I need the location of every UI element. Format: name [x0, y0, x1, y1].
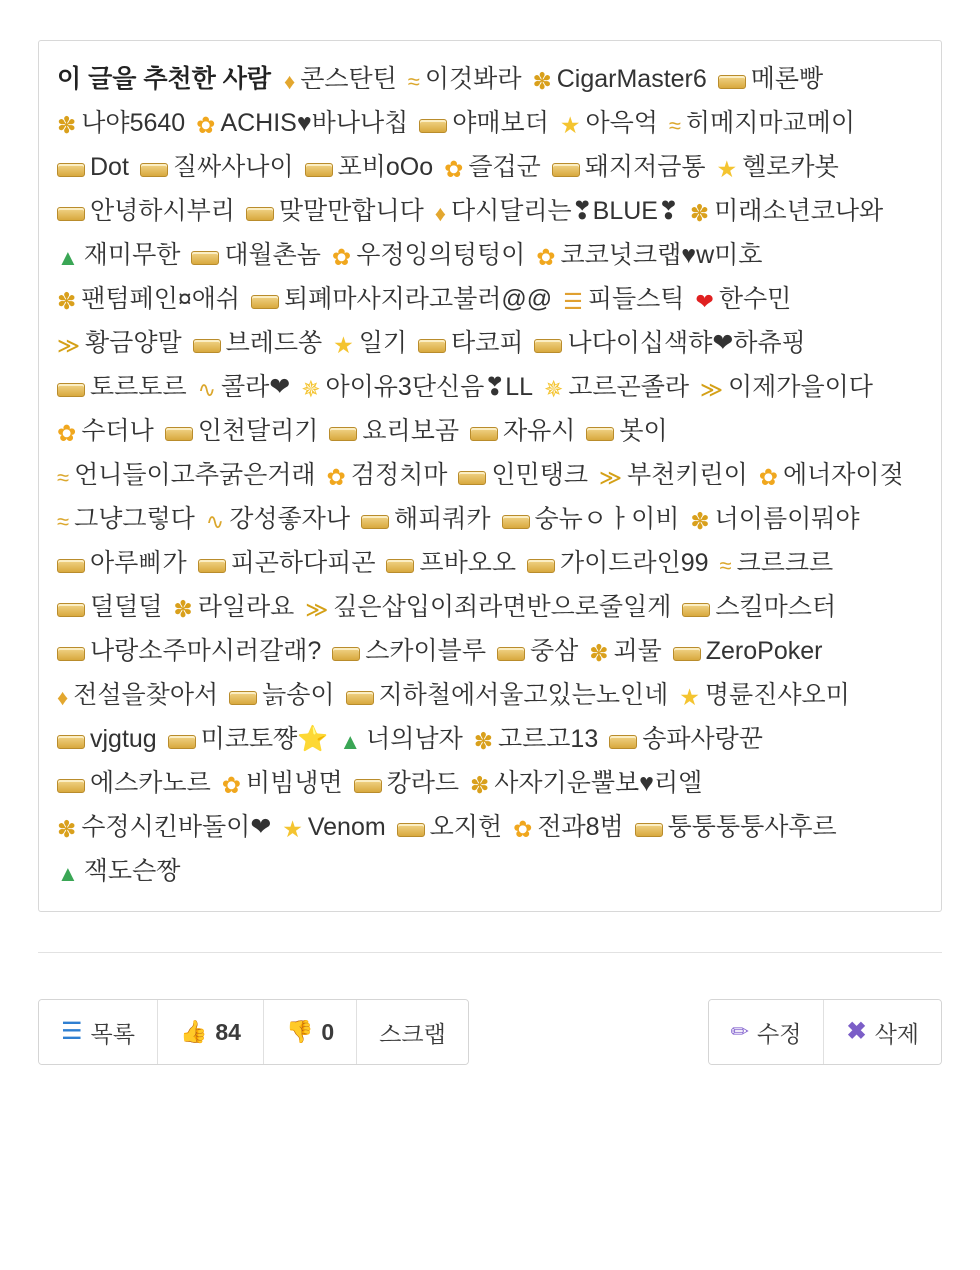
- recommender-name: 에너자이젖: [782, 461, 904, 489]
- recommender-name: 고르고13: [497, 725, 599, 753]
- bar-icon: [57, 735, 85, 749]
- bar-icon: [682, 603, 710, 617]
- recommender-name: 수더나: [81, 417, 154, 445]
- bar-icon: [57, 383, 85, 397]
- recommender-item[interactable]: [690, 197, 883, 225]
- recommender-item[interactable]: [57, 329, 182, 357]
- delete-button-label: 삭제: [874, 1020, 919, 1047]
- recommender-item[interactable]: [57, 637, 321, 665]
- chevron-icon: ≫: [598, 465, 622, 490]
- star-circle-icon: ✵: [544, 376, 564, 402]
- like-count: 84: [215, 1018, 241, 1045]
- recommender-name: 히메지마교메이: [685, 109, 855, 137]
- wave-icon: ≈: [407, 69, 420, 94]
- recommender-item[interactable]: [552, 153, 706, 181]
- recommender-item[interactable]: [418, 329, 523, 357]
- recommender-name: 깊은삽입이죄라면반으로줄일게: [333, 593, 672, 621]
- recommender-name: 캉라드: [386, 769, 460, 797]
- burst-icon: ✽: [532, 68, 552, 94]
- recommender-name: 크르크르: [736, 549, 834, 577]
- recommender-item[interactable]: [140, 153, 294, 181]
- recommender-item[interactable]: [386, 549, 516, 577]
- recommender-item[interactable]: [586, 417, 667, 445]
- recommender-name: 아이유3단신음❣LL: [325, 373, 534, 401]
- recommender-name: 요리보곰: [362, 417, 460, 445]
- recommender-name: 라일라요: [197, 593, 295, 621]
- recommender-item[interactable]: [536, 241, 762, 269]
- burst-icon: ✽: [57, 816, 77, 842]
- recommender-name: 미래소년코나와: [714, 197, 884, 225]
- recommender-item[interactable]: [759, 461, 904, 489]
- recommender-name: 나랑소주마시러갈래?: [90, 637, 322, 665]
- recommender-item[interactable]: [470, 417, 575, 445]
- burst-icon: ✽: [690, 508, 710, 534]
- flower-icon: ✿: [513, 816, 533, 842]
- recommender-item[interactable]: [206, 505, 350, 533]
- recommender-item[interactable]: [57, 197, 235, 225]
- flower-icon: ✿: [536, 244, 556, 270]
- drop-icon: ♦: [434, 201, 446, 226]
- recommender-name: 브레드쏭: [225, 329, 323, 357]
- recommender-item[interactable]: [198, 549, 376, 577]
- delete-button[interactable]: [824, 1000, 941, 1064]
- bar-icon: [332, 647, 360, 661]
- recommender-name: 언니들이고추굵은거래: [74, 461, 316, 489]
- recommender-name: 잭도슨짱: [83, 857, 181, 885]
- bar-icon: [527, 559, 555, 573]
- recommender-name: 검정치마: [350, 461, 448, 489]
- bar-icon: [229, 691, 257, 705]
- recommender-name: 피곤하다피곤: [230, 549, 376, 577]
- bar-icon: [246, 207, 274, 221]
- recommender-item[interactable]: [532, 65, 706, 93]
- recommender-name: 재미무한: [83, 241, 181, 269]
- flower-icon: ✿: [331, 244, 352, 270]
- pencil-icon: ✏: [730, 1019, 750, 1044]
- recommender-item[interactable]: [458, 461, 588, 489]
- recommender-name: 포비oOo: [337, 153, 434, 181]
- recommender-name: 안녕하시부리: [90, 197, 235, 225]
- scrap-button-label: 스크랩: [379, 1020, 446, 1047]
- bar-icon: [497, 647, 525, 661]
- drop-icon: ♦: [284, 69, 296, 94]
- recommender-item[interactable]: [57, 725, 157, 753]
- bar-icon: [305, 163, 333, 177]
- recommender-item[interactable]: [57, 241, 180, 269]
- recommender-item[interactable]: [57, 813, 271, 841]
- recommender-name: ZeroPoker: [705, 637, 823, 665]
- recommender-item[interactable]: [57, 681, 218, 709]
- burst-icon: ✽: [469, 772, 490, 798]
- flower-icon: ✿: [326, 464, 346, 490]
- recommenders-title: 이 글을 추천한 사람: [57, 65, 272, 93]
- wave2-icon: ∿: [197, 377, 216, 402]
- recommender-item[interactable]: [57, 373, 187, 401]
- recommender-item[interactable]: [57, 285, 240, 313]
- recommender-name: 스카이블루: [365, 637, 486, 665]
- mountain-icon: ▲: [57, 245, 79, 270]
- recommender-name: 질싸사나이: [172, 153, 294, 181]
- list-button-label: 목록: [90, 1020, 135, 1047]
- recommender-name: 야매보더: [452, 109, 549, 137]
- bar-icon: [57, 779, 85, 793]
- chevron-icon: ≫: [305, 597, 329, 622]
- recommender-name: 퇴폐마사지라고불러@@: [284, 285, 553, 313]
- star-circle-icon: ✵: [301, 376, 321, 402]
- recommender-name: 헬로카봇: [742, 153, 839, 181]
- recommender-name: 스킬마스터: [715, 593, 837, 621]
- recommender-item[interactable]: [673, 637, 823, 665]
- bar-icon: [168, 735, 196, 749]
- star-icon: ★: [716, 156, 738, 182]
- recommender-name: 괴물: [613, 637, 662, 665]
- bar-icon: [57, 163, 85, 177]
- list-icon: ☰: [61, 1018, 83, 1045]
- drop-icon: ♦: [57, 685, 69, 710]
- bar-icon: [329, 427, 357, 441]
- article-toolbar: [38, 999, 942, 1065]
- dislike-count: 0: [321, 1018, 335, 1045]
- recommender-name: 팬텀페인¤애쉬: [81, 285, 241, 313]
- flower-icon: ✿: [196, 112, 216, 138]
- recommender-item[interactable]: [57, 417, 154, 445]
- wave-icon: ≈: [57, 509, 70, 534]
- book-icon: ☰: [563, 289, 583, 314]
- recommender-item[interactable]: [57, 153, 129, 181]
- scrap-button[interactable]: [357, 1000, 468, 1064]
- flower-icon: ✿: [57, 420, 77, 446]
- recommender-item[interactable]: [229, 681, 334, 709]
- bar-icon: [191, 251, 219, 265]
- bar-icon: [534, 339, 562, 353]
- recommender-name: vjgtug: [90, 725, 157, 753]
- flower-icon: ✿: [444, 156, 464, 182]
- recommender-name: 우정잉의텅텅이: [356, 241, 526, 269]
- recommender-name: 돼지저금통: [584, 153, 706, 181]
- edit-button[interactable]: [709, 1000, 825, 1064]
- recommender-name: 봇이: [619, 417, 668, 445]
- flower-icon: ✿: [221, 772, 241, 798]
- recommender-name: 한수민: [718, 285, 792, 313]
- recommender-item[interactable]: [246, 197, 424, 225]
- recommender-name: 이것봐라: [424, 65, 522, 93]
- mountain-icon: ▲: [339, 729, 362, 754]
- bar-icon: [361, 515, 389, 529]
- recommender-name: Venom: [307, 813, 386, 841]
- recommender-item[interactable]: [690, 505, 859, 533]
- recommender-name: 숭뉴ㅇㅏ이비: [534, 505, 680, 533]
- recommender-name: 강성좋자나: [229, 505, 350, 533]
- recommender-item[interactable]: [589, 637, 662, 665]
- recommender-item[interactable]: [354, 769, 459, 797]
- recommender-name: 늙송이: [262, 681, 335, 709]
- recommender-name: 미코토쨩⭐: [200, 725, 329, 753]
- thumbs-down-icon: 👎: [285, 1019, 314, 1044]
- bar-icon: [552, 163, 580, 177]
- recommender-name: 너이름이뭐야: [714, 505, 860, 533]
- recommenders-list: [57, 57, 923, 893]
- bar-icon: [419, 119, 447, 133]
- recommender-name: 나야5640: [81, 109, 186, 137]
- recommender-item[interactable]: [560, 109, 658, 137]
- recommender-item[interactable]: [544, 373, 689, 401]
- recommender-item[interactable]: [635, 813, 837, 841]
- recommender-item[interactable]: [57, 593, 162, 621]
- bar-icon: [635, 823, 663, 837]
- burst-icon: ✽: [589, 640, 609, 666]
- bar-icon: [470, 427, 498, 441]
- wave-icon: ≈: [719, 553, 732, 578]
- mountain-icon: ▲: [57, 861, 79, 886]
- star-icon: ★: [679, 684, 700, 710]
- recommender-name: 아루삐가: [90, 549, 187, 577]
- recommender-item[interactable]: [196, 109, 408, 137]
- recommender-name: 즐겁군: [468, 153, 541, 181]
- recommender-item[interactable]: [408, 65, 522, 93]
- recommender-name: 덜덜덜: [90, 593, 163, 621]
- recommender-name: 명륜진샤오미: [704, 681, 850, 709]
- recommender-item[interactable]: [222, 769, 343, 797]
- recommender-item[interactable]: [397, 813, 502, 841]
- recommender-name: 대월촌놈: [224, 241, 321, 269]
- recommender-item[interactable]: [444, 153, 541, 181]
- recommender-name: 자유시: [502, 417, 576, 445]
- star-icon: ★: [559, 112, 581, 138]
- recommender-item[interactable]: [470, 769, 702, 797]
- recommenders-panel: [38, 40, 942, 912]
- bar-icon: [458, 471, 486, 485]
- recommender-name: 비빔냉면: [246, 769, 343, 797]
- recommender-item[interactable]: [682, 593, 836, 621]
- bar-icon: [346, 691, 374, 705]
- recommender-item[interactable]: [695, 285, 791, 313]
- recommender-item[interactable]: [193, 329, 323, 357]
- bar-icon: [165, 427, 193, 441]
- recommender-name: 전과8범: [537, 813, 624, 841]
- bar-icon: [57, 603, 85, 617]
- recommender-item[interactable]: [198, 373, 291, 401]
- recommender-item[interactable]: [168, 725, 329, 753]
- recommender-item[interactable]: [327, 461, 448, 489]
- recommender-name: 전설을찾아서: [73, 681, 219, 709]
- recommender-name: 그냥그렇다: [74, 505, 195, 533]
- dislike-button[interactable]: [264, 1000, 357, 1064]
- recommender-item[interactable]: [339, 725, 462, 753]
- like-button[interactable]: [158, 1000, 264, 1064]
- recommender-item[interactable]: [679, 681, 850, 709]
- wave-icon: ≈: [668, 113, 681, 138]
- recommender-item[interactable]: [191, 241, 321, 269]
- recommender-item[interactable]: [305, 593, 671, 621]
- bar-icon: [193, 339, 221, 353]
- recommender-item[interactable]: [563, 285, 684, 313]
- toolbar-left-group: [38, 999, 469, 1065]
- recommender-item[interactable]: [718, 65, 823, 93]
- recommender-name: ACHIS♥바나나칩: [220, 109, 409, 137]
- recommender-item[interactable]: [329, 417, 459, 445]
- recommender-name: 너의남자: [366, 725, 463, 753]
- bar-icon: [718, 75, 746, 89]
- chevron-icon: ≫: [700, 377, 724, 402]
- recommender-name: 이제가을이다: [728, 373, 873, 401]
- recommender-name: 맞말만합니다: [278, 197, 424, 225]
- recommender-name: 해피쿼카: [393, 505, 491, 533]
- recommender-name: CigarMaster6: [556, 65, 707, 93]
- recommender-item[interactable]: [717, 153, 839, 181]
- recommender-name: 지하철에서울고있는노인네: [378, 681, 669, 709]
- section-divider: [38, 952, 942, 953]
- burst-icon: ✽: [689, 200, 710, 226]
- recommender-item[interactable]: [301, 373, 533, 401]
- burst-icon: ✽: [57, 288, 77, 314]
- recommender-item[interactable]: [669, 109, 855, 137]
- recommender-item[interactable]: [361, 505, 491, 533]
- recommender-item[interactable]: [513, 813, 624, 841]
- recommender-item[interactable]: [435, 197, 679, 225]
- recommender-name: 아윽억: [585, 109, 658, 137]
- bar-icon: [140, 163, 168, 177]
- recommender-item[interactable]: [700, 373, 873, 401]
- bar-icon: [397, 823, 425, 837]
- recommender-name: 인천달리기: [197, 417, 319, 445]
- recommender-item[interactable]: [599, 461, 748, 489]
- bar-icon: [386, 559, 414, 573]
- bar-icon: [673, 647, 701, 661]
- recommender-item[interactable]: [57, 109, 185, 137]
- recommender-item[interactable]: [165, 417, 319, 445]
- recommender-item[interactable]: [332, 637, 486, 665]
- star-icon: ★: [282, 816, 303, 842]
- recommender-name: Dot: [90, 153, 129, 181]
- recommender-item[interactable]: [251, 285, 552, 313]
- recommender-item[interactable]: [419, 109, 549, 137]
- edit-button-label: 수정: [757, 1020, 802, 1047]
- recommender-item[interactable]: [534, 329, 805, 357]
- star-icon: ★: [333, 332, 354, 358]
- burst-icon: ✽: [173, 596, 193, 622]
- recommender-name: 인민탱크: [491, 461, 588, 489]
- recommender-name: 사자기운뿔보♥리엘: [494, 769, 703, 797]
- recommender-item[interactable]: [57, 769, 211, 797]
- bar-icon: [354, 779, 382, 793]
- recommender-item[interactable]: [502, 505, 680, 533]
- burst-icon: ✽: [57, 112, 77, 138]
- recommender-item[interactable]: [284, 65, 397, 93]
- recommender-item[interactable]: [57, 857, 180, 885]
- recommender-item[interactable]: [57, 461, 316, 489]
- chevron-icon: ≫: [57, 333, 81, 358]
- recommender-name: 다시달리는❣BLUE❣: [450, 197, 679, 225]
- recommender-name: 코코넛크랩♥w미호: [560, 241, 763, 269]
- thumbs-up-icon: 👍: [179, 1019, 208, 1044]
- recommender-name: 중삼: [529, 637, 579, 665]
- recommender-name: 콘스탄틴: [300, 65, 397, 93]
- recommender-name: 수정시킨바돌이❤: [81, 813, 272, 841]
- list-button[interactable]: [39, 1000, 158, 1064]
- recommender-item[interactable]: [474, 725, 599, 753]
- wave2-icon: ∿: [205, 509, 225, 534]
- recommender-item[interactable]: [497, 637, 578, 665]
- recommender-name: 나다이십색햐❤하츄핑: [567, 329, 806, 357]
- recommender-name: 일기: [358, 329, 408, 357]
- recommender-item[interactable]: [57, 549, 187, 577]
- bar-icon: [57, 559, 85, 573]
- bar-icon: [57, 207, 85, 221]
- recommender-name: 황금양말: [85, 329, 182, 357]
- wave-icon: ≈: [57, 465, 70, 490]
- recommender-name: 토르토르: [90, 373, 187, 401]
- bar-icon: [418, 339, 446, 353]
- recommender-name: 송파사랑꾼: [642, 725, 763, 753]
- bar-icon: [609, 735, 637, 749]
- recommender-item[interactable]: [720, 549, 834, 577]
- bar-icon: [502, 515, 530, 529]
- recommender-name: 프바오오: [419, 549, 517, 577]
- recommender-item[interactable]: [346, 681, 669, 709]
- recommender-item[interactable]: [332, 241, 525, 269]
- flower-icon: ✿: [758, 464, 778, 490]
- heart-icon: ❤: [695, 289, 714, 314]
- recommender-item[interactable]: [609, 725, 763, 753]
- recommender-name: 고르곤졸라: [568, 373, 690, 401]
- toolbar-right-group: [708, 999, 942, 1065]
- recommender-item[interactable]: [57, 505, 195, 533]
- recommender-name: 타코피: [451, 329, 524, 357]
- burst-icon: ✽: [473, 728, 493, 754]
- recommender-name: 퉁퉁퉁퉁사후르: [667, 813, 837, 841]
- recommender-item[interactable]: [527, 549, 709, 577]
- bar-icon: [251, 295, 279, 309]
- recommender-item[interactable]: [333, 329, 407, 357]
- recommender-name: 부천키린이: [626, 461, 748, 489]
- recommender-item[interactable]: [282, 813, 385, 841]
- recommender-name: 오지헌: [429, 813, 503, 841]
- bar-icon: [198, 559, 226, 573]
- recommender-name: 콜라❤: [221, 373, 291, 401]
- recommender-name: 에스카노르: [90, 769, 211, 797]
- recommender-name: 가이드라인99: [559, 549, 709, 577]
- recommender-name: 피들스틱: [587, 285, 685, 313]
- recommender-name: 메론빵: [750, 65, 824, 93]
- recommender-item[interactable]: [173, 593, 294, 621]
- recommender-item[interactable]: [305, 153, 434, 181]
- close-icon: ✖: [846, 1018, 867, 1045]
- bar-icon: [586, 427, 614, 441]
- bar-icon: [57, 647, 85, 661]
